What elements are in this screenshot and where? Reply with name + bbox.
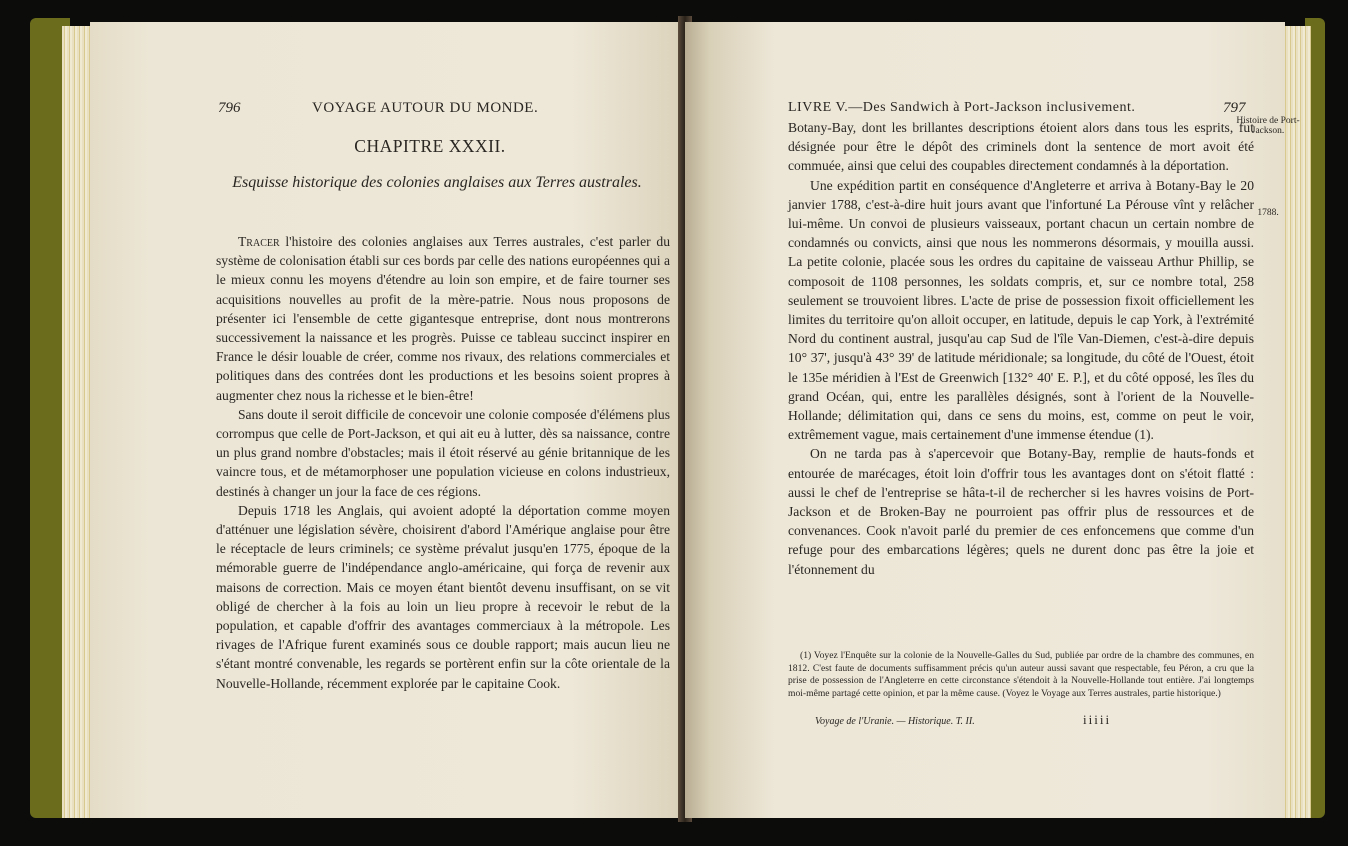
margin-note-year: 1788.	[1257, 208, 1279, 218]
chapter-title: CHAPITRE XXXII.	[354, 136, 506, 156]
paragraph-text: l'histoire des colonies anglaises aux Terres australes, c'est parler du système de colonisation établi sur ces bords par celle des nations européennes qui a le mieux connu les moyens d'étendre au loin son empire, et de faire tourner ses acquisitions nouvelles au profit de la mère-patrie. Nous nous proposons de présenter ici l'ensemble de cette gigantesque entreprise, dont nous montrerons successivement la naissance et les progrès. Puisse ce tableau succinct inspirer en France le désir louable de créer, comme nos rivaux, des relations commerciales et politiques dans des contrées dont les productions et les besoins soient propres à augmenter chez nous la richesse et le bien-être!	[216, 234, 670, 403]
margin-note-history: Histoire de Port-Jackson.	[1236, 116, 1300, 136]
paragraph: Sans doute il seroit difficile de concevoir une colonie composée d'élémens plus corrompus que celle de Port-Jackson, et qui ait eu à lutter, dès sa naissance, contre un plus grand nombre d'obstacles; mais il étoit réservé au génie britannique de les vaincre tous, et de métamorphoser une population vicieuse en colons industrieux, destinés à changer un jour la face de ces régions.	[216, 406, 670, 499]
paragraph: Une expédition partit en conséquence d'Angleterre et arriva à Botany-Bay le 20 janvier 1788, c'est-à-dire huit jours avant que l'infortuné La Pérouse vînt y relâcher lui-même. Un convoi de plusieurs vaisseaux, portant chacun un certain nombre de condamnés ou convicts, ainsi que nous les nommerons désormais, y mouilla aussi. La petite colonie, placée sous les ordres du capitaine de vaisseau Arthur Phillip, se composoit de 1108 personnes, les soldats compris, et, sur ce nombre total, 258 seulement se trouvoient libres. L'acte de prise de possession fixoit officiellement les limites du territoire qu'on alloit occuper, en latitude, depuis le cap York, à l'extrémité Nord du continent austral, jusqu'au cap Sud de l'île Van-Diemen, c'est-à-dire depuis 10° 37', jusqu'à 43° 39' de latitude méridionale; sa longitude, du côté de l'Ouest, étoit le 135e méridien à l'Est de Greenwich [132° 40' E. P.], et du côté opposé, les îles du grand Océan, qui, entre les parallèles désignés, sont à l'orient de la Nouvelle-Hollande; délimitation qui, dans ce sens du moins, est, comme on peut le voir, extrêmement vague, mais certainement d'une immense étendue (1).	[788, 177, 1254, 443]
paragraph: On ne tarda pas à s'apercevoir que Botany-Bay, remplie de hauts-fonds et entourée de marécages, étoit loin d'offrir tous les avantages dont on s'étoit flatté : aussi le chef de l'entreprise se hâta-t-il de rechercher si les havres voisins de Port-Jackson et de Broken-Bay ne pourroient pas offrir plus de ressources et de convenances. Cook n'avoit parlé du premier de ces enfoncemens que comme d'un refuge pour des embarcations légères; quels ne durent donc pas être la joie et l'étonnement du	[788, 446, 1254, 577]
running-head-left: VOYAGE AUTOUR DU MONDE.	[312, 100, 539, 116]
page-number-right: 797	[1223, 100, 1246, 116]
page-edges-right	[1283, 26, 1311, 818]
open-book	[30, 18, 1325, 838]
paragraph: Depuis 1718 les Anglais, qui avoient adopté la déportation comme moyen d'atténuer une législation sévère, choisirent d'abord l'Amérique anglaise pour être le réceptacle de leurs criminels; ce système prévalut jusqu'en 1775, époque de la mémorable guerre de l'indépendance anglo-américaine, qui força de revenir aux maisons de correction. Mais ce moyen étant bientôt devenu insuffisant, on se vit obligé de chercher à la fois au loin un lieu propre à recevoir le rebut de la population, et capable d'offrir des avantages commerciaux à la métropole. Les rivages de l'Afrique furent examinés sous ce double rapport; mais aucun lieu ne s'étant montré convenable, les regards se portèrent enfin sur la côte orientale de la Nouvelle-Hollande, récemment explorée par le capitaine Cook.	[216, 502, 670, 691]
paragraph	[216, 232, 670, 405]
right-page	[685, 22, 1300, 818]
paragraph: Botany-Bay, dont les brillantes descriptions étoient alors dans tous les esprits, fut désignée pour être le dépôt des criminels dont la sentence de mort avoit été commuée, ainsi que celui des coupables directement condamnés à la déportation.	[788, 120, 1254, 174]
right-body-text	[788, 118, 1254, 579]
signature-line: Voyage de l'Uranie. — Historique. T. II.	[815, 716, 975, 727]
left-page	[90, 22, 700, 818]
paragraph-lead: Tracer	[238, 234, 280, 249]
running-head-right: LIVRE V.—Des Sandwich à Port-Jackson inclusivement.	[788, 100, 1136, 115]
page-number-left: 796	[218, 100, 241, 116]
footnote: (1) Voyez l'Enquête sur la colonie de la Nouvelle-Galles du Sud, publiée par ordre de la chambre des communes, en 1812. C'est faute de documents suffisamment précis qu'un auteur aussi savant que respectable, feu Péron, a cru que la prise de possession de l'Angleterre en cette circonstance s'étendoit à la Nouvelle-Hollande tout entière. J'ai longtemps moi-même partagé cette opinion, et par la même cause. (Voyez le Voyage aux Terres australes, partie historique.)	[788, 650, 1254, 699]
signature-mark: iiiii	[1083, 712, 1112, 727]
chapter-subtitle: Esquisse historique des colonies anglaises aux Terres australes.	[232, 174, 642, 191]
left-body-text	[216, 232, 670, 693]
